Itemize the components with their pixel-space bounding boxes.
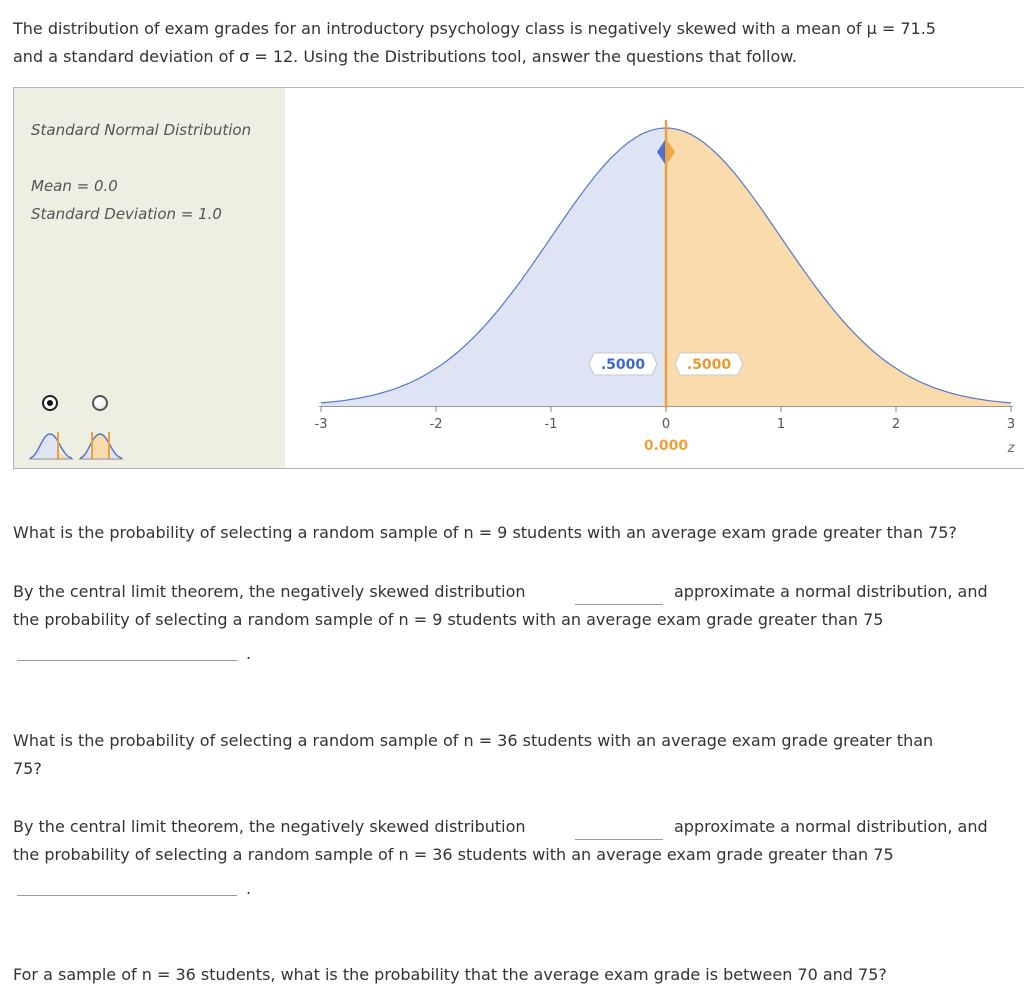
right-area-label-badge [675,353,743,375]
two-tail-icon[interactable] [78,426,124,466]
q1-answer-pre: By the central limit theorem, the negatively skewed distribution [13,582,526,601]
right-area-label: .5000 [686,357,732,373]
left-area-label: .5000 [600,357,646,373]
q1-answer-line-2: the probability of selecting a random sample of n = 9 students with an average exam grade greater than 75 [13,610,884,629]
q1-would-dropdown[interactable] [575,604,663,605]
x-tick-label: 0 [661,417,671,432]
x-tick-label: 3 [1006,417,1016,432]
one-tail-radio[interactable] [42,395,58,411]
left-area-label-badge [589,353,657,375]
q2-period: . [246,879,252,898]
normal-distribution-chart[interactable] [285,88,1023,470]
x-tick-label: -3 [314,417,328,432]
intro-line-1: The distribution of exam grades for an introductory psychology class is negatively skewed with a mean of μ = 71.5 [13,19,936,38]
z-value-label: 0.000 [643,438,689,454]
tool-settings-panel [14,88,285,468]
q2-question-line-1: What is the probability of selecting a random sample of n = 36 students with an average exam grade greater than [13,731,934,750]
mean-label: Mean = 0.0 [31,177,118,195]
q2-answer-pre: By the central limit theorem, the negatively skewed distribution [13,817,526,836]
q1-period: . [246,644,252,663]
distribution-title: Standard Normal Distribution [31,121,252,139]
x-tick-label: 1 [776,417,786,432]
two-tail-radio[interactable] [92,395,108,411]
x-tick-label: 2 [891,417,901,432]
q2-probability-dropdown[interactable] [17,895,237,896]
q1-probability-dropdown[interactable] [17,660,237,661]
x-tick-label: -1 [544,417,558,432]
q2-question-line-2: 75? [13,759,42,778]
intro-line-2: and a standard deviation of σ = 12. Using the Distributions tool, answer the questions that follow. [13,47,797,66]
q3-question: For a sample of n = 36 students, what is the probability that the average exam grade is between 70 and 75? [13,965,887,984]
x-tick-label: -2 [429,417,443,432]
q2-answer-line-2: the probability of selecting a random sample of n = 36 students with an average exam grade greater than 75 [13,845,894,864]
q1-answer-post: approximate a normal distribution, and [674,582,988,601]
q1-question: What is the probability of selecting a random sample of n = 9 students with an average exam grade greater than 75? [13,523,957,542]
q2-answer-post: approximate a normal distribution, and [674,817,988,836]
sd-label: Standard Deviation = 1.0 [31,205,222,223]
x-axis-label: z [1007,441,1015,456]
one-tail-icon[interactable] [28,426,74,466]
q2-would-dropdown[interactable] [575,839,663,840]
distributions-tool [13,87,1024,469]
